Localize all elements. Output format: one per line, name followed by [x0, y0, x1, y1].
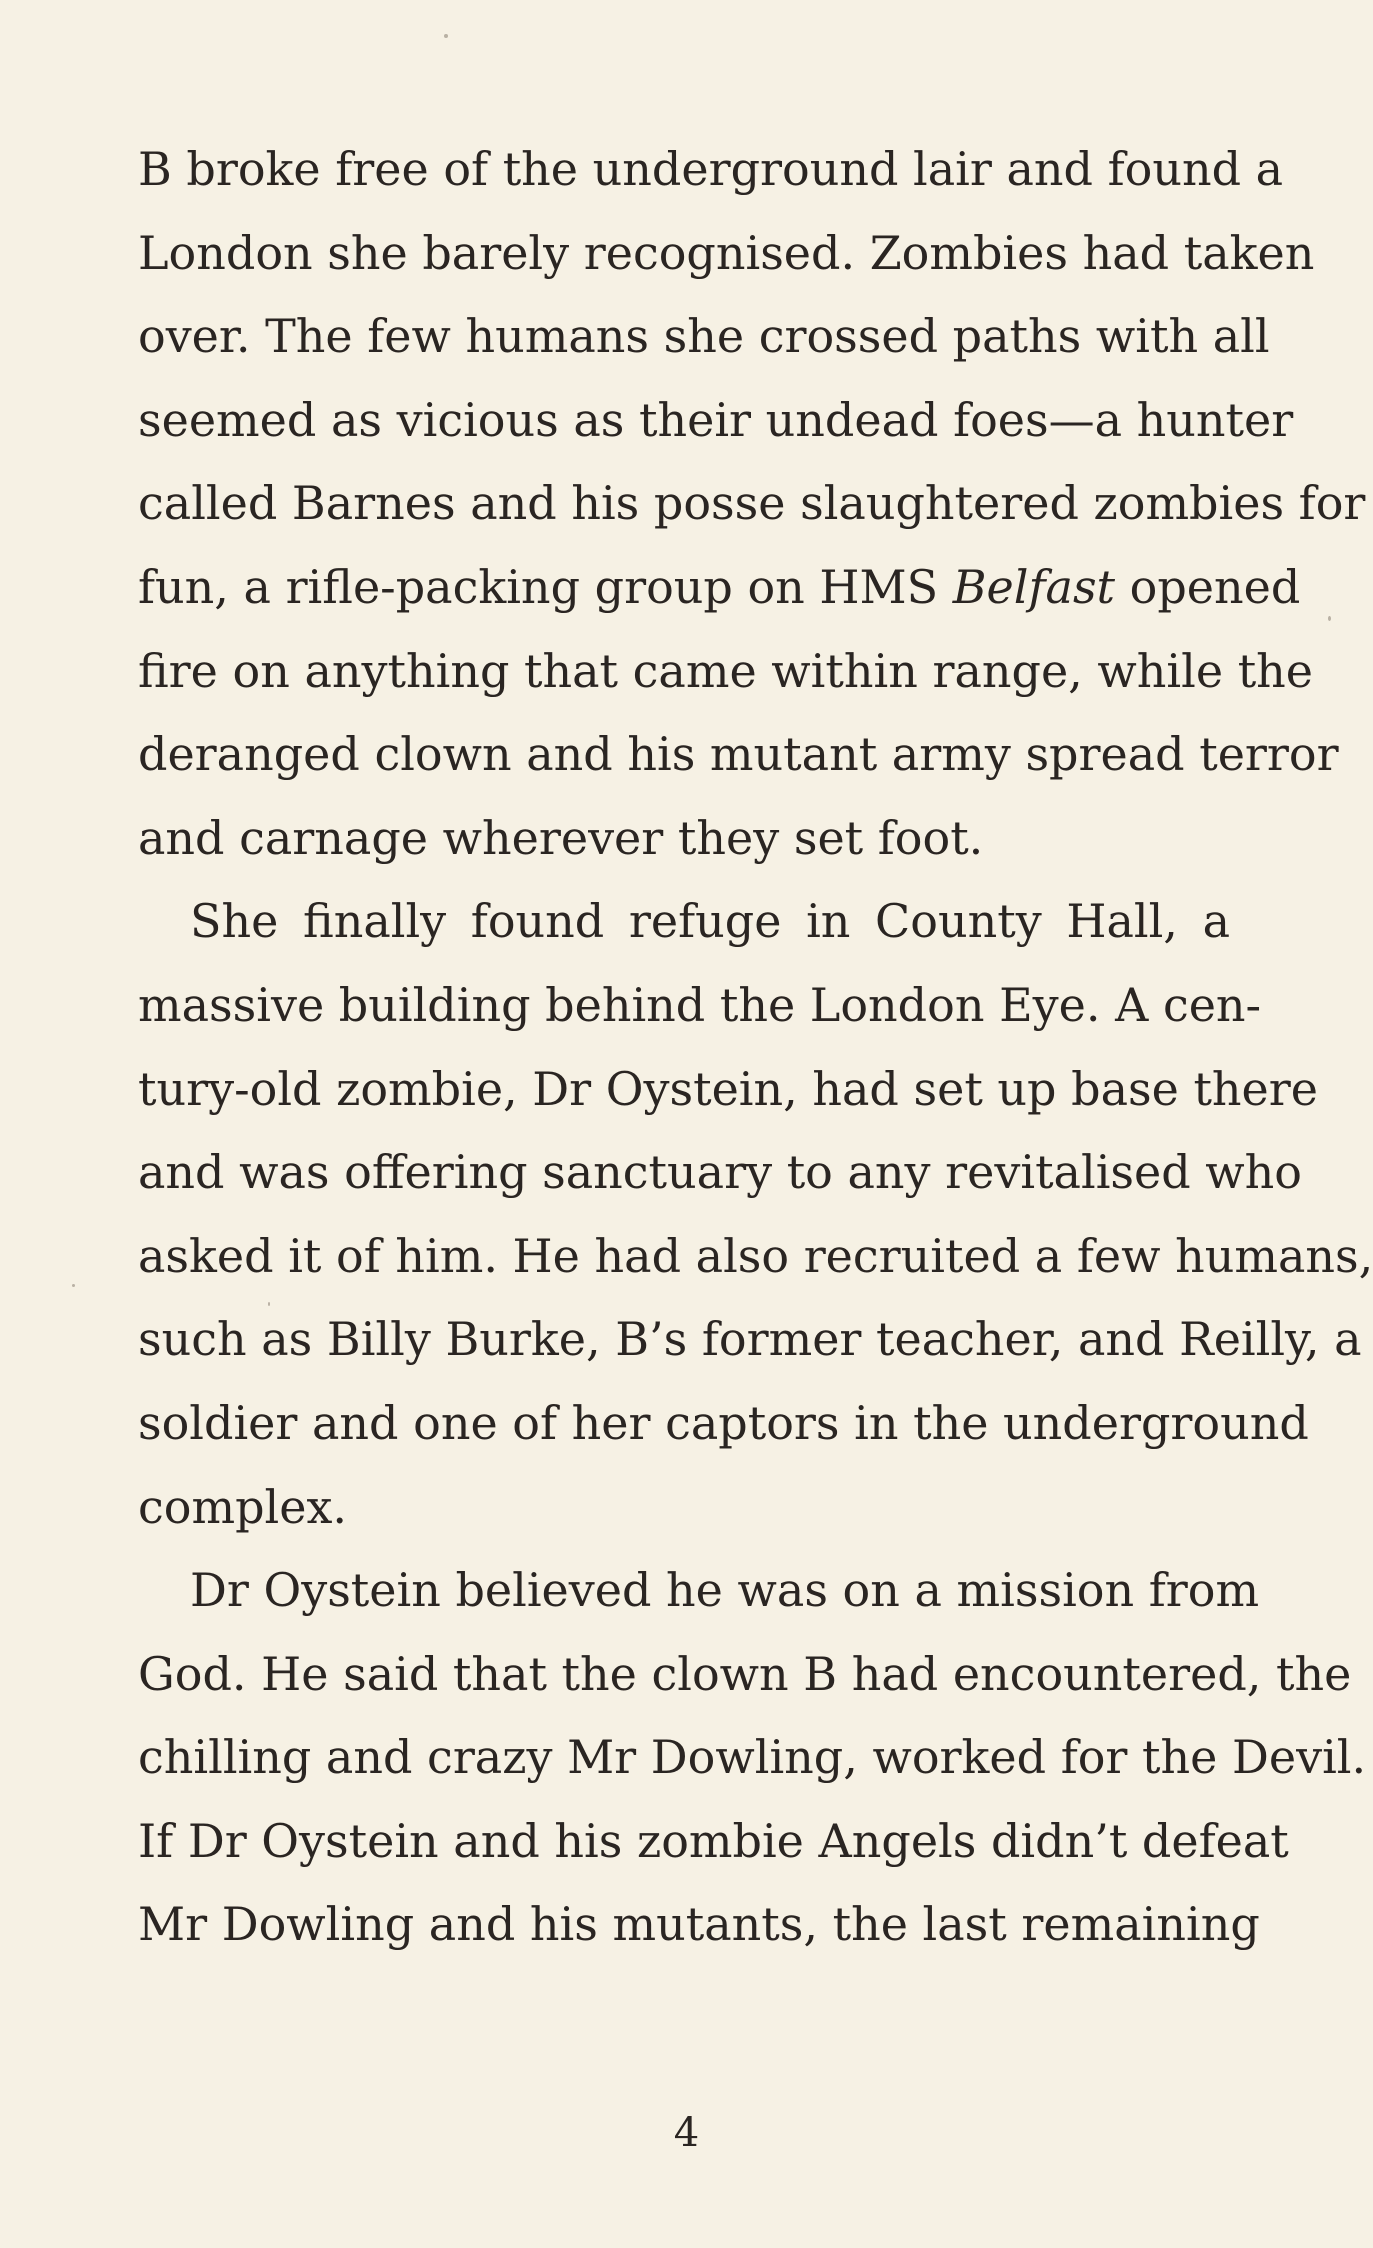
text-line: Mr Dowling and his mutants, the last remaining: [138, 1897, 1260, 1952]
text-line: seemed as vicious as their undead foes—a hunter: [138, 392, 1294, 447]
text-line: B broke free of the underground lair and found a: [138, 142, 1284, 196]
text-line: and was offering sanctuary to any revitalised who: [138, 1145, 1302, 1200]
paragraph-3: [138, 1549, 1367, 1967]
text-line: She finally found refuge in County Hall, a: [190, 894, 1230, 949]
text-line: chilling and crazy Mr Dowling, worked for the Devil.: [138, 1730, 1367, 1785]
text-line: called Barnes and his posse slaughtered zombies for: [138, 476, 1366, 531]
paper-speck: [1328, 616, 1331, 621]
text-segment: fun, a rifle-packing group on HMS: [138, 559, 953, 614]
text-line: and carnage wherever they set foot.: [138, 810, 984, 865]
text-segment: opened: [1115, 559, 1301, 614]
text-line: complex.: [138, 1479, 348, 1534]
paragraph-1: [138, 128, 1366, 880]
text-line: tury-old zombie, Dr Oystein, had set up base there: [138, 1061, 1318, 1116]
ship-name-italic: Belfast: [952, 559, 1116, 614]
text-line: Dr Oystein believed he was on a mission from: [190, 1563, 1260, 1618]
page-number: 4: [673, 2110, 700, 2156]
text-line: God. He said that the clown B had encountered, the: [138, 1646, 1352, 1701]
paper-speck: [444, 34, 448, 38]
text-line: [138, 546, 1301, 630]
text-line: London she barely recognised. Zombies had taken: [138, 225, 1315, 280]
text-line: massive building behind the London Eye. A cen-: [138, 977, 1262, 1032]
text-line: soldier and one of her captors in the underground: [138, 1395, 1309, 1450]
paper-speck: [268, 1302, 270, 1306]
paragraph-2: [138, 880, 1373, 1549]
paper-speck: [72, 1284, 75, 1287]
text-line: such as Billy Burke, B’s former teacher, and Reilly, a: [138, 1312, 1362, 1367]
body-text: [138, 128, 1373, 1967]
text-line: If Dr Oystein and his zombie Angels didn’t defeat: [138, 1813, 1289, 1868]
text-line: over. The few humans she crossed paths with all: [138, 309, 1270, 364]
text-line: fire on anything that came within range, while the: [138, 643, 1314, 698]
text-line: deranged clown and his mutant army spread terror: [138, 727, 1339, 782]
text-line: asked it of him. He had also recruited a few humans,: [138, 1228, 1373, 1283]
